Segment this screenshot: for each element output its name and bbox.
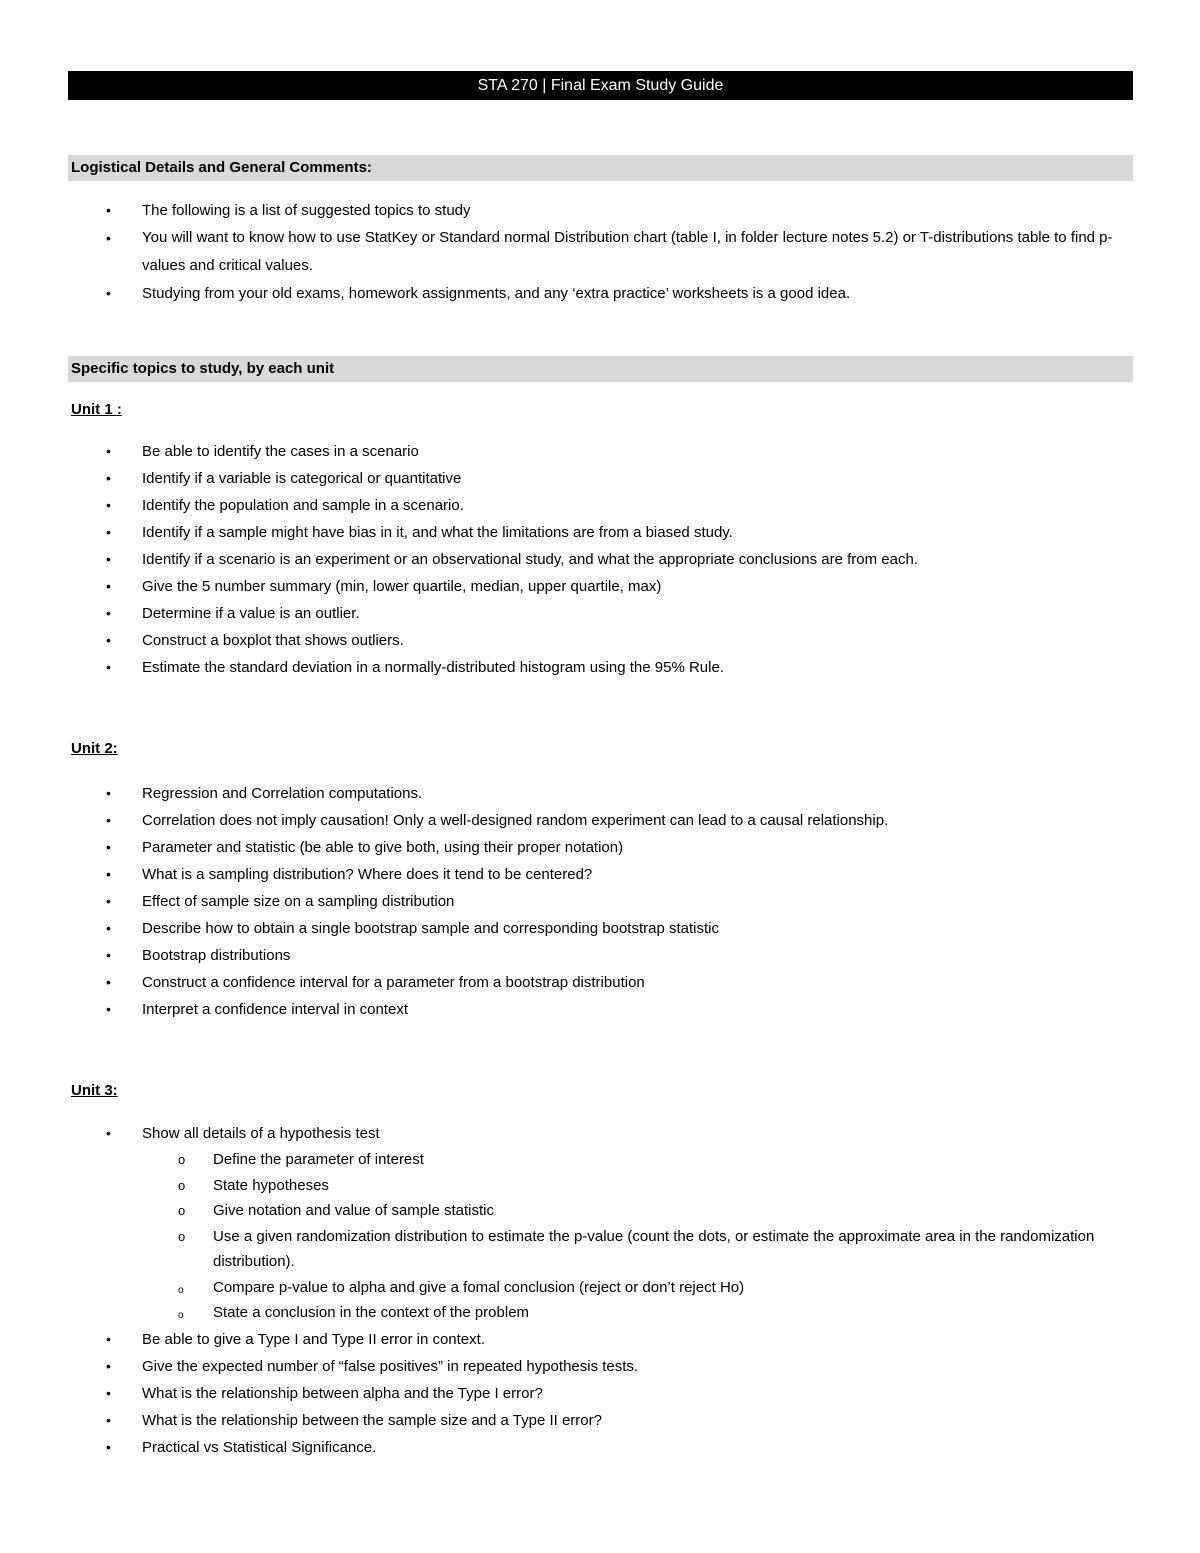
circle-bullet-icon: o (178, 1152, 186, 1167)
bullet-icon: • (106, 632, 111, 648)
unit-2-list (0, 780, 1130, 1023)
list-item-text: You will want to know how to use StatKey or Standard normal Distribution chart (table I, in folder lecture notes 5.2) or T-distributions table to find p-values and critical values. (142, 229, 1113, 274)
list-item-text: Effect of sample size on a sampling distribution (142, 893, 455, 910)
list-item-text: What is a sampling distribution? Where does it tend to be centered? (142, 866, 593, 883)
list-item-text: Identify if a variable is categorical or quantitative (142, 470, 462, 487)
list-item-text: What is the relationship between alpha and the Type I error? (142, 1384, 543, 1402)
list-item (0, 627, 1130, 654)
bullet-icon: • (106, 551, 111, 567)
logistics-list (0, 197, 1130, 307)
unit-title-text: Unit 3: (71, 1082, 118, 1099)
bullet-icon: • (106, 659, 111, 675)
bullet-icon: • (106, 920, 111, 936)
list-item-text: Estimate the standard deviation in a normally-distributed histogram using the 95% Rule. (142, 659, 724, 676)
bullet-icon: • (106, 947, 111, 963)
list-item (0, 807, 1130, 834)
sub-list-item-text: Compare p-value to alpha and give a fomal conclusion (reject or don’t reject Ho) (213, 1278, 745, 1296)
page-title: STA 270 | Final Exam Study Guide (68, 71, 1133, 100)
list-item (0, 1407, 1130, 1434)
list-item-text: Identify the population and sample in a scenario. (142, 497, 464, 514)
list-item-text: Regression and Correlation computations. (142, 785, 423, 802)
sub-list-item-text: Give notation and value of sample statistic (213, 1202, 494, 1219)
list-item-text: Identify if a sample might have bias in it, and what the limitations are from a biased study. (142, 524, 733, 541)
list-item (0, 438, 1130, 465)
list-item (0, 465, 1130, 492)
list-item (0, 834, 1130, 861)
bullet-icon: • (106, 866, 111, 882)
list-item (0, 280, 1130, 307)
list-item (0, 1380, 1130, 1407)
section-heading-topics (68, 356, 1133, 382)
sub-list-item (142, 1173, 1130, 1199)
list-item-text: Parameter and statistic (be able to give both, using their proper notation) (142, 839, 624, 856)
unit-3-list (0, 1120, 1130, 1461)
unit-2-title (71, 740, 118, 757)
list-item-text: Show all details of a hypothesis test (142, 1125, 380, 1142)
section-heading-text: Logistical Details and General Comments: (71, 159, 372, 176)
bullet-icon: • (106, 1384, 111, 1401)
list-item-text: Be able to give a Type I and Type II error in context. (142, 1330, 485, 1348)
list-item (0, 600, 1130, 627)
section-heading-logistics (68, 155, 1133, 181)
bullet-icon: • (106, 974, 111, 990)
sub-list-item-text: State a conclusion in the context of the problem (213, 1304, 530, 1321)
list-item-text: What is the relationship between the sample size and a Type II error? (142, 1411, 602, 1429)
bullet-icon: • (106, 285, 111, 301)
sub-list-item (142, 1198, 1130, 1224)
list-item-text: Correlation does not imply causation! Only a well-designed random experiment can lead to a causal relationship. (142, 812, 889, 829)
small-circle-bullet-icon: o (178, 1284, 184, 1296)
list-item-text: The following is a list of suggested topics to study (142, 202, 471, 219)
unit-3-title (71, 1082, 118, 1099)
list-item-text: Construct a confidence interval for a parameter from a bootstrap distribution (142, 974, 645, 991)
circle-bullet-icon: o (178, 1228, 186, 1244)
list-item-text: Identify if a scenario is an experiment or an observational study, and what the appropriate conclusions are from each. (142, 551, 918, 568)
circle-bullet-icon: o (178, 1177, 186, 1193)
bullet-icon: • (106, 839, 111, 855)
unit-title-text: Unit 2 (71, 740, 113, 757)
sub-list-item-text: Use a given randomization distribution to estimate the p-value (count the dots, or estimate the approximate area in the randomization distribution). (213, 1227, 1095, 1270)
list-item (0, 546, 1130, 573)
unit-title-colon: : (116, 401, 122, 418)
list-item-text: Practical vs Statistical Significance. (142, 1438, 377, 1456)
bullet-icon: • (106, 470, 111, 486)
list-item (0, 1434, 1130, 1461)
list-item-text: Give the expected number of “false positives” in repeated hypothesis tests. (142, 1357, 639, 1375)
list-item-text: Be able to identify the cases in a scenario (142, 443, 419, 460)
list-item-text: Studying from your old exams, homework assignments, and any ‘extra practice’ worksheets is a good idea. (142, 285, 851, 302)
list-item-text: Determine if a value is an outlier. (142, 605, 360, 622)
bullet-icon: • (106, 893, 111, 909)
bullet-icon: • (106, 1411, 111, 1428)
unit-title-text: Unit 1 (71, 401, 117, 418)
bullet-icon: • (106, 1001, 111, 1017)
list-item-text: Describe how to obtain a single bootstrap sample and corresponding bootstrap statistic (142, 920, 719, 937)
unit-1-title (71, 401, 122, 418)
list-item (0, 969, 1130, 996)
sub-list-item (142, 1224, 1130, 1275)
bullet-icon: • (106, 1330, 111, 1347)
list-item (0, 224, 1130, 280)
bullet-icon: • (106, 605, 111, 621)
list-item (0, 1353, 1130, 1380)
bullet-icon: • (106, 1438, 111, 1455)
list-item-text: Bootstrap distributions (142, 947, 291, 964)
bullet-icon: • (106, 202, 111, 218)
sub-list-item-text: Define the parameter of interest (213, 1151, 424, 1168)
bullet-icon: • (106, 578, 111, 594)
list-item (0, 492, 1130, 519)
bullet-icon: • (106, 230, 111, 246)
bullet-icon: • (106, 812, 111, 828)
list-item (0, 915, 1130, 942)
circle-bullet-icon: o (178, 1203, 186, 1218)
bullet-icon: • (106, 785, 111, 801)
list-item (0, 1326, 1130, 1353)
list-item-text: Give the 5 number summary (min, lower quartile, median, upper quartile, max) (142, 578, 662, 595)
sub-list-item (142, 1147, 1130, 1173)
list-item (0, 654, 1130, 681)
sub-list-item-text: State hypotheses (213, 1176, 329, 1194)
section-heading-text: Specific topics to study, by each unit (71, 360, 335, 377)
hypothesis-test-steps (142, 1147, 1130, 1326)
list-item (0, 942, 1130, 969)
bullet-icon: • (106, 1357, 111, 1374)
list-item (0, 1120, 1130, 1326)
list-item (0, 780, 1130, 807)
list-item-text: Interpret a confidence interval in context (142, 1001, 408, 1018)
list-item-text: Construct a boxplot that shows outliers. (142, 632, 404, 649)
list-item (0, 888, 1130, 915)
bullet-icon: • (106, 497, 111, 513)
sub-list-item (142, 1300, 1130, 1326)
unit-title-colon: : (112, 740, 118, 757)
bullet-icon: • (106, 443, 111, 459)
list-item (0, 573, 1130, 600)
small-circle-bullet-icon: o (178, 1310, 184, 1321)
bullet-icon: • (106, 1125, 111, 1141)
sub-list-item (142, 1275, 1130, 1301)
list-item (0, 996, 1130, 1023)
list-item (0, 197, 1130, 224)
bullet-icon: • (106, 524, 111, 540)
unit-1-list (0, 438, 1130, 681)
list-item (0, 519, 1130, 546)
list-item (0, 861, 1130, 888)
